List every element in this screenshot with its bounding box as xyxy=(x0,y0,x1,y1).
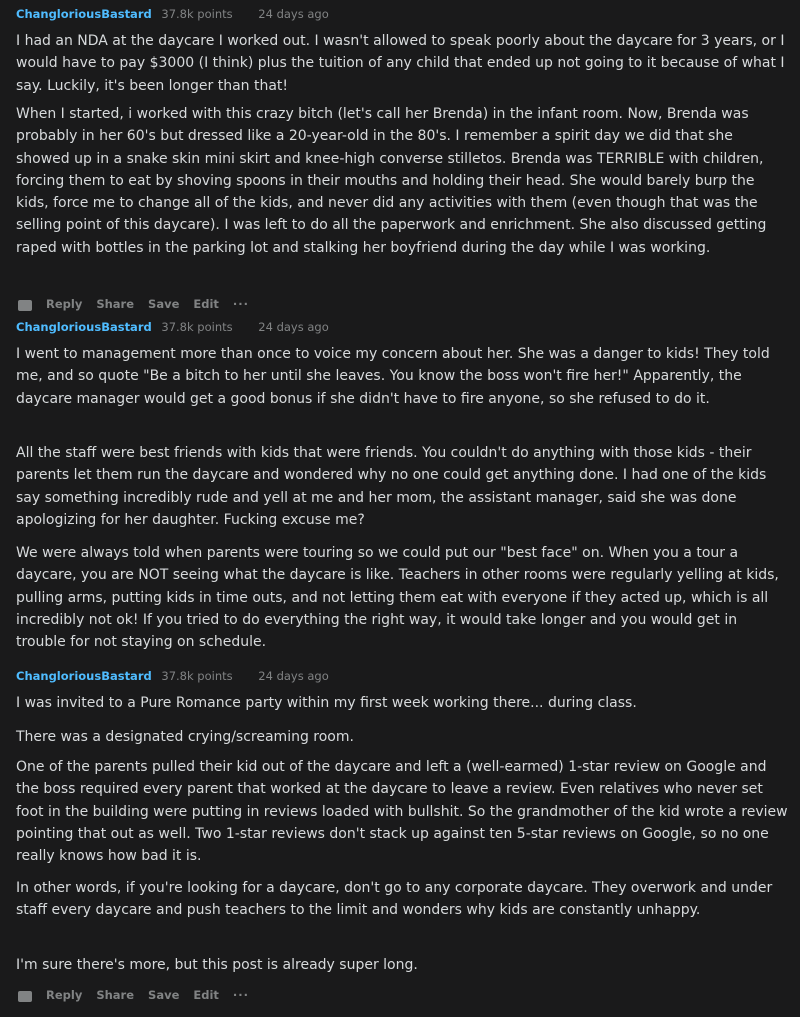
timestamp: 24 days ago xyxy=(258,7,329,21)
comment-actions xyxy=(18,295,263,313)
points: 37.8k points xyxy=(161,320,233,334)
comment-paragraph: I went to management more than once to voice my concern about her. She was a danger to kids! They told me, and so quote "Be a bitch to her until she leaves. You know the boss won't fire her!" Apparently, the daycare manager would get a good bonus if she didn't have to fire anyone, so she refused to do it. xyxy=(16,346,770,407)
comment-paragraph: In other words, if you're looking for a daycare, don't go to any corporate daycare. They overwork and under staff every daycare and push teachers to the limit and wonders why kids are constantly unhappy. xyxy=(16,880,773,919)
timestamp: 24 days ago xyxy=(258,669,329,683)
comment-paragraph: I'm sure there's more, but this post is already super long. xyxy=(16,957,418,973)
comment-bubble-icon xyxy=(18,991,32,1002)
reply-button[interactable]: Reply xyxy=(46,297,83,311)
comment-bubble-icon xyxy=(18,300,32,311)
edit-button[interactable]: Edit xyxy=(193,297,219,311)
comment-paragraph: I had an NDA at the daycare I worked out. I wasn't allowed to speak poorly about the daycare for 3 years, or I would have to pay $3000 (I think) plus the tuition of any child that ended up not going to it because of what I say. Luckily, it's been longer than that! xyxy=(16,33,785,94)
more-options-icon[interactable]: ··· xyxy=(232,297,250,311)
comment-actions xyxy=(18,986,263,1004)
points: 37.8k points xyxy=(161,7,233,21)
points: 37.8k points xyxy=(161,669,233,683)
username-link[interactable]: ChangloriousBastard xyxy=(16,7,152,21)
timestamp: 24 days ago xyxy=(258,320,329,334)
share-button[interactable]: Share xyxy=(96,988,135,1002)
share-button[interactable]: Share xyxy=(96,297,135,311)
comment-paragraph: When I started, i worked with this crazy bitch (let's call her Brenda) in the infant room. Now, Brenda was probably in her 60's but dressed like a 20-year-old in the 80's. I remember a spirit day we did that she showed up in a snake skin mini skirt and knee-high converse stilletos. Brenda was TERRIBLE with children, forcing them to eat by shoving spoons in their mouths and holding their head. She would barely burp the kids, force me to change all of the kids, and never did any activities with them (even though that was the selling point of this daycare). I was left to do all the paperwork and enrichment. She also discussed getting raped with bottles in the parking lot and stalking her boyfriend during the day while I was working. xyxy=(16,106,767,256)
comment-meta xyxy=(16,669,329,687)
more-options-icon[interactable]: ··· xyxy=(232,988,250,1002)
comment-paragraph: I was invited to a Pure Romance party within my first week working there... during class. xyxy=(16,695,637,711)
comment-paragraph: One of the parents pulled their kid out of the daycare and left a (well-earmed) 1-star review on Google and the boss required every parent that worked at the daycare to leave a review. Even relatives who never set foot in the building were putting in reviews loaded with bullshit. So the grandmother of the kid wrote a review pointing that out as well. Two 1-star reviews don't stack up against ten 5-star reviews on Google, so no one really knows how bad it is. xyxy=(16,759,788,865)
save-button[interactable]: Save xyxy=(148,988,180,1002)
username-link[interactable]: ChangloriousBastard xyxy=(16,320,152,334)
comment-paragraph: There was a designated crying/screaming room. xyxy=(16,729,354,745)
comment-meta xyxy=(16,320,329,338)
comment-paragraph: All the staff were best friends with kids that were friends. You couldn't do anything with those kids - their parents let them run the daycare and wondered why no one could get anything done. I had one of the kids say something incredibly rude and yell at me and her mom, the assistant manager, said she was done apologizing for her daughter. Fucking excuse me? xyxy=(16,445,767,528)
save-button[interactable]: Save xyxy=(148,297,180,311)
edit-button[interactable]: Edit xyxy=(193,988,219,1002)
reply-button[interactable]: Reply xyxy=(46,988,83,1002)
username-link[interactable]: ChangloriousBastard xyxy=(16,669,152,683)
comment-meta xyxy=(16,7,329,25)
comment-paragraph: We were always told when parents were touring so we could put our "best face" on. When you a tour a daycare, you are NOT seeing what the daycare is like. Teachers in other rooms were regularly yelling at kids, pulling arms, putting kids in time outs, and not letting them eat with everyone if they acted up, which is all incredibly not ok! If you tried to do everything the right way, it would take longer and you would get in trouble for not staying on schedule. xyxy=(16,545,779,651)
